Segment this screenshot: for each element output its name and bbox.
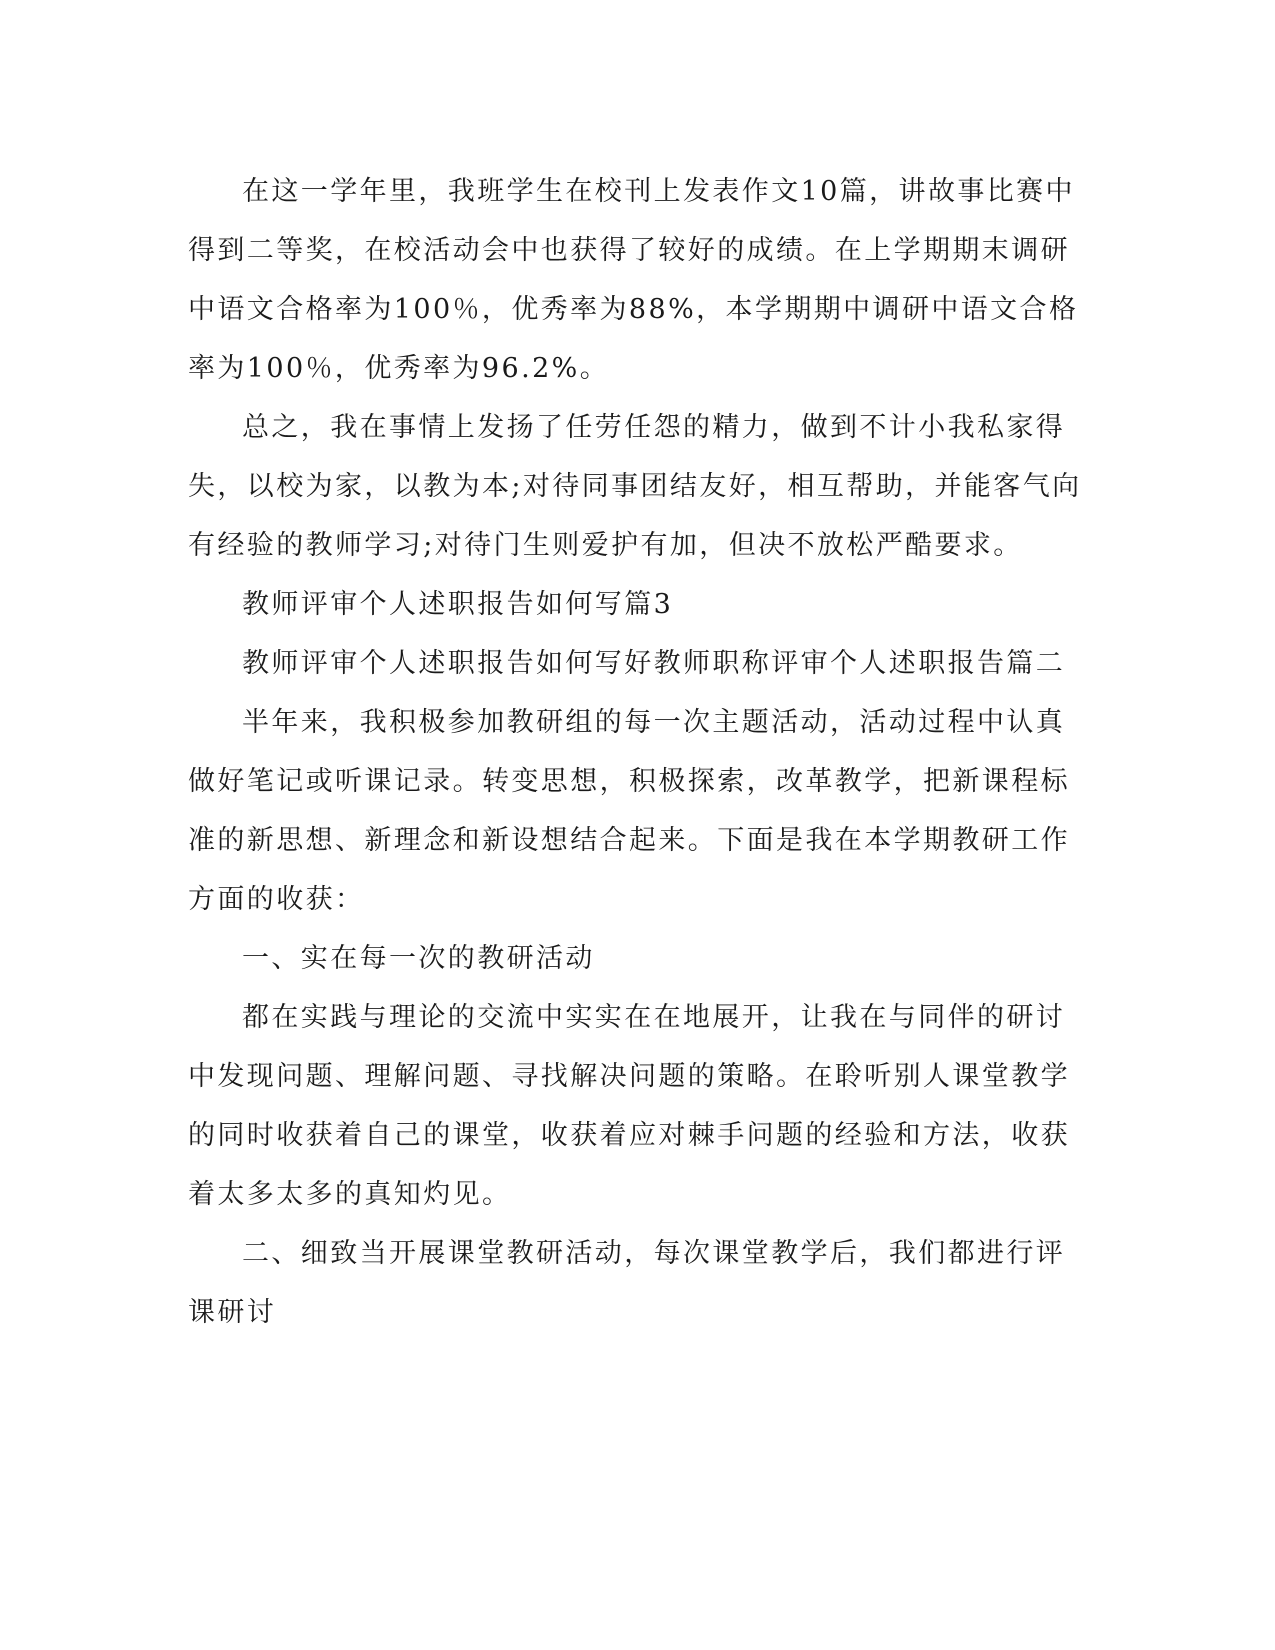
- list-heading-one: 一、实在每一次的教研活动: [242, 943, 595, 974]
- paragraph-summary: 总之，我在事情上发扬了任劳任怨的精力，做到不计小我私家得失，以校为家，以教为本;对待同事团结友好，相互帮助，并能客气向有经验的教师学习;对待门生则爱护有加，但决不放松严酷要求。: [188, 412, 1082, 561]
- paragraph-half-year-research: 半年来，我积极参加教研组的每一次主题活动，活动过程中认真做好笔记或听课记录。转变思想，积极探索，改革教学，把新课程标准的新思想、新理念和新设想结合起来。下面是我在本学期教研工作方面的收获：: [188, 707, 1070, 915]
- paragraph-class-achievements: 在这一学年里，我班学生在校刊上发表作文10篇，讲故事比赛中得到二等奖，在校活动会中也获得了较好的成绩。在上学期期末调研中语文合格率为100％，优秀率为88%，本学期期中调研中语文合格率为100％，优秀率为96.2%。: [188, 176, 1079, 384]
- list-heading-two: 二、细致当开展课堂教研活动，每次课堂教学后，我们都进行评课研讨: [188, 1238, 1066, 1328]
- paragraph-practice-theory: 都在实践与理论的交流中实实在在地展开，让我在与同伴的研讨中发现问题、理解问题、寻找解决问题的策略。在聆听别人课堂教学的同时收获着自己的课堂，收获着应对棘手问题的经验和方法，收获着太多太多的真知灼见。: [188, 1002, 1070, 1210]
- section-subheading-article-2: 教师评审个人述职报告如何写好教师职称评审个人述职报告篇二: [242, 648, 1066, 679]
- section-heading-article-3: 教师评审个人述职报告如何写篇3: [242, 589, 674, 620]
- document-body: [188, 162, 1088, 1342]
